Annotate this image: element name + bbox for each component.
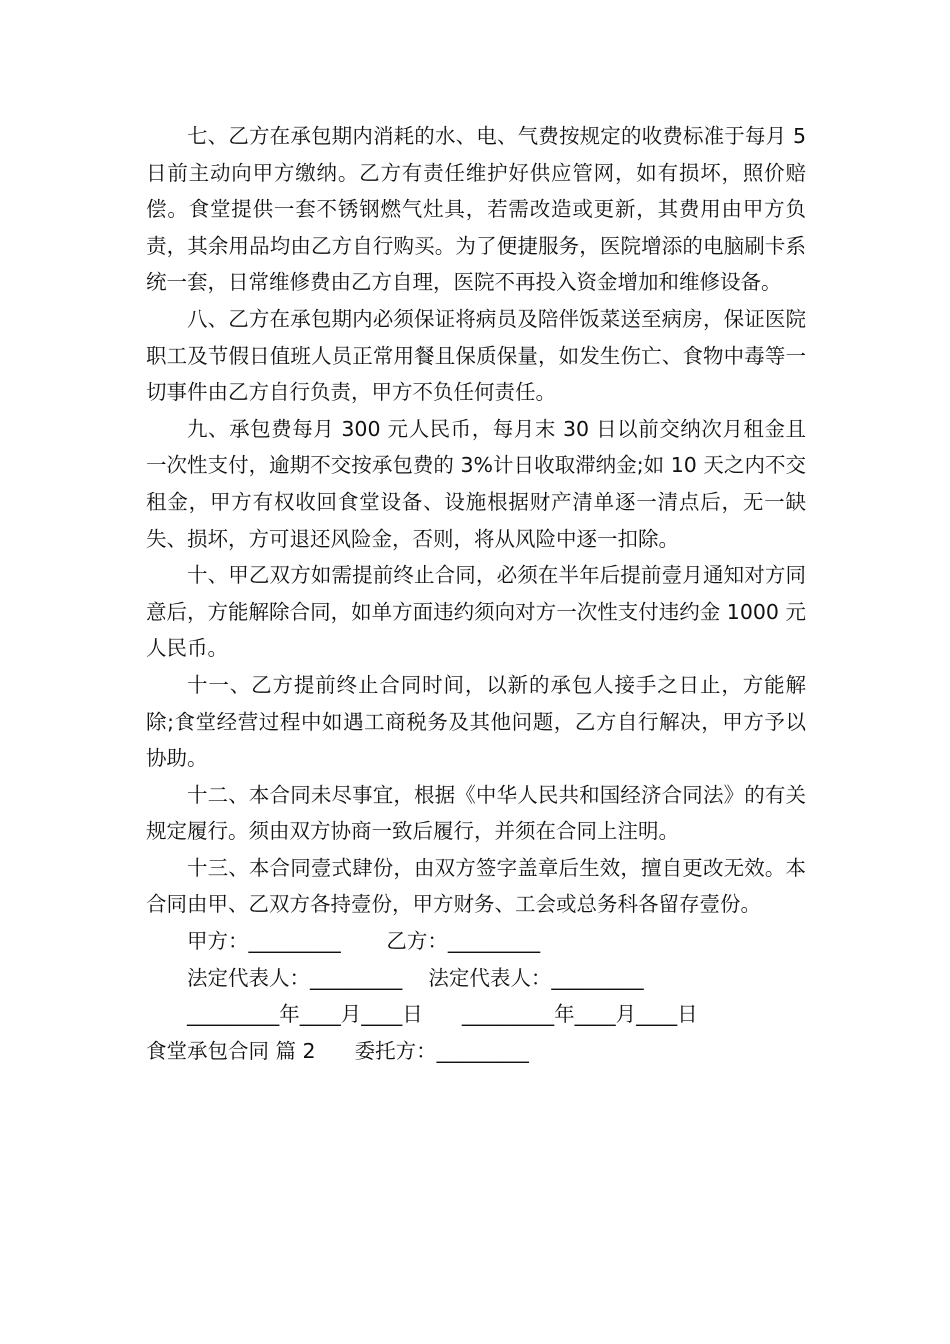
clause-12: 十二、本合同未尽事宜，根据《中华人民共和国经济合同法》的有关规定履行。须由双方协商一致后履行，并须在合同上注明。 (146, 782, 806, 844)
document-page (146, 118, 806, 1069)
signature-dates: _________年____月____日 _________年____月____日 (187, 1002, 698, 1027)
next-contract-heading: 食堂承包合同 篇 2 委托方：_________ (146, 1038, 529, 1063)
clause-11: 十一、乙方提前终止合同时间，以新的承包人接手之日止，方能解除;食堂经营过程中如遇工商税务及其他问题，乙方自行解决，甲方予以协助。 (146, 672, 806, 771)
clause-8: 八、乙方在承包期内必须保证将病员及陪伴饭菜送至病房，保证医院职工及节假日值班人员正常用餐且保质保量，如发生伤亡、食物中毒等一切事件由乙方自行负责，甲方不负任何责任。 (146, 306, 806, 405)
clause-9: 九、承包费每月 300 元人民币，每月末 30 日以前交纳次月租金且一次性支付，逾期不交按承包费的 3%计日收取滞纳金;如 10 天之内不交租金，甲方有权收回食堂设备、设施根据财产清单逐一清点后，无一缺失、损坏，方可退还风险金，否则，将从风险中逐一扣除。 (146, 416, 806, 551)
clause-13: 十三、本合同壹式肆份，由双方签字盖章后生效，擅自更改无效。本合同由甲、乙双方各持壹份，甲方财务、工会或总务科各留存壹份。 (146, 855, 806, 917)
clause-10: 十、甲乙双方如需提前终止合同，必须在半年后提前壹月通知对方同意后，方能解除合同，如单方面违约须向对方一次性支付违约金 1000 元人民币。 (146, 563, 806, 661)
clause-7: 七、乙方在承包期内消耗的水、电、气费按规定的收费标准于每月 5 日前主动向甲方缴纳。乙方有责任维护好供应管网，如有损坏，照价赔偿。食堂提供一套不锈钢燃气灶具，若需改造或更新，其费用由甲方负责，其余用品均由乙方自行购买。为了便捷服务，医院增添的电脑刷卡系统一套，日常维修费由乙方自理，医院不再投入资金增加和维修设备。 (146, 124, 806, 295)
signature-representatives: 法定代表人：_________ 法定代表人：_________ (187, 965, 644, 990)
signature-parties: 甲方：_________ 乙方：_________ (187, 929, 541, 954)
